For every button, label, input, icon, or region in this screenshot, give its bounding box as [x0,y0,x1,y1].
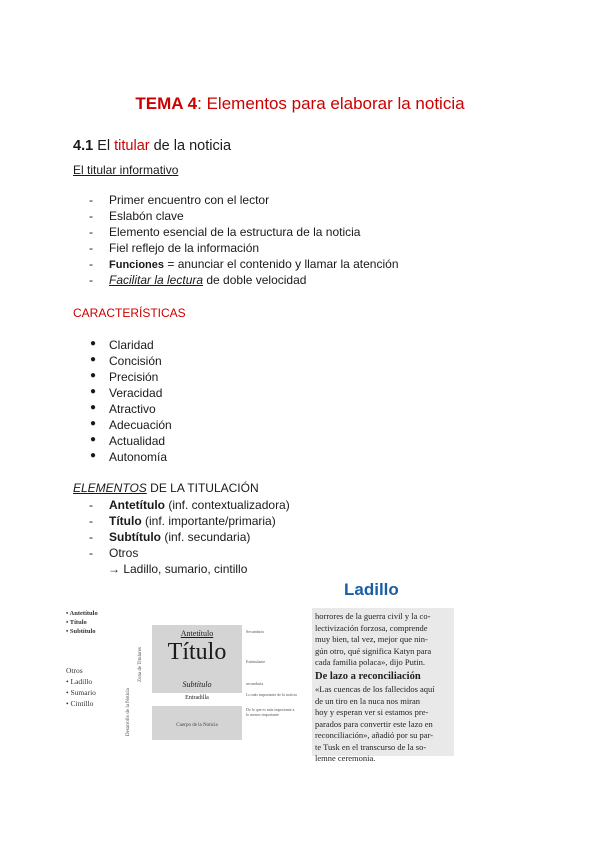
page-title [0,94,600,114]
section-pre: El [93,138,115,154]
section-number: 4.1 [73,138,94,154]
elementos-italic: ELEMENTOS [73,481,147,495]
title-prefix: TEMA 4 [135,94,198,113]
funciones-label: Funciones [109,259,165,271]
diagram-list-bottom: Otros • Ladillo • Sumario • Cintillo [66,666,96,708]
diagram-box-labels [152,625,242,740]
news-paragraph-1: horrores de la guerra civil y la co- lectivización forzosa, comprende muy bien, tal vez, mejor que nin- gún otro, qué significa Katyn para cada familia polaca», dijo Putin. [315,611,432,667]
box-titulo: Título [167,639,227,665]
title-rest: : Elementos para elaborar la noticia [197,94,465,113]
diagram-list-top: • Antetítulo • Título • Subtítulo [66,610,98,635]
ladillo-label: Ladillo [344,580,399,599]
section-post: de la noticia [149,138,232,154]
elementos-list: - Antetítulo (inf. contextualizadora) - Título (inf. importante/primaria) - Subtítulo (inf. secundaria) - Otros [89,498,290,560]
box-subtitulo: Subtítulo [182,680,212,689]
titular-dash-list: - Primer encuentro con el lector - Eslabón clave - Elemento esencial de la estructura de la noticia - Fiel reflejo de la información - Funciones = anunciar el contenido y llamar la atención - Facilitar la lectura de doble velocidad [89,193,399,287]
subheading-titular-informativo: El titular informativo [73,163,179,177]
facilitar-lectura-label: Facilitar la lectura [109,273,204,287]
diagram-right-notes: Secundaria Estimulante secundaria Lo más importante de la noticia De lo que es más importante a lo menos importante [246,629,297,717]
elementos-rest: DE LA TITULACIÓN [146,481,259,495]
elementos-heading [73,481,259,495]
section-heading [73,138,231,154]
otros-detail: → Ladillo, sumario, cintillo [108,562,248,576]
zona-titulares-label: Zona de Titulares [138,647,143,682]
news-paragraph-2: «Las cuencas de los fallecidos aquí de un tiro en la nuca nos miran hoy y esperan ver si estamos pre- parados para convertir este lazo en reconciliación», añadió por su par- te Tusk en el transcurso de la so- lemne ceremonia. [315,684,435,763]
caracteristicas-heading: CARACTERÍSTICAS [73,306,186,320]
box-antetitulo: Antetítulo [180,629,214,638]
box-entradilla: Entradilla [185,695,209,701]
news-heading: De lazo a reconciliación [315,671,421,682]
section-highlight: titular [114,138,150,154]
box-cuerpo: Cuerpo de la Noticia [176,723,218,728]
desarrollo-label: Desarrollo de la Noticia [126,688,131,736]
caracteristicas-list: ● Claridad ● Concisión ● Precisión ● Veracidad ● Atractivo ● Adecuación ● Actualidad ● Autonomía [90,338,172,464]
